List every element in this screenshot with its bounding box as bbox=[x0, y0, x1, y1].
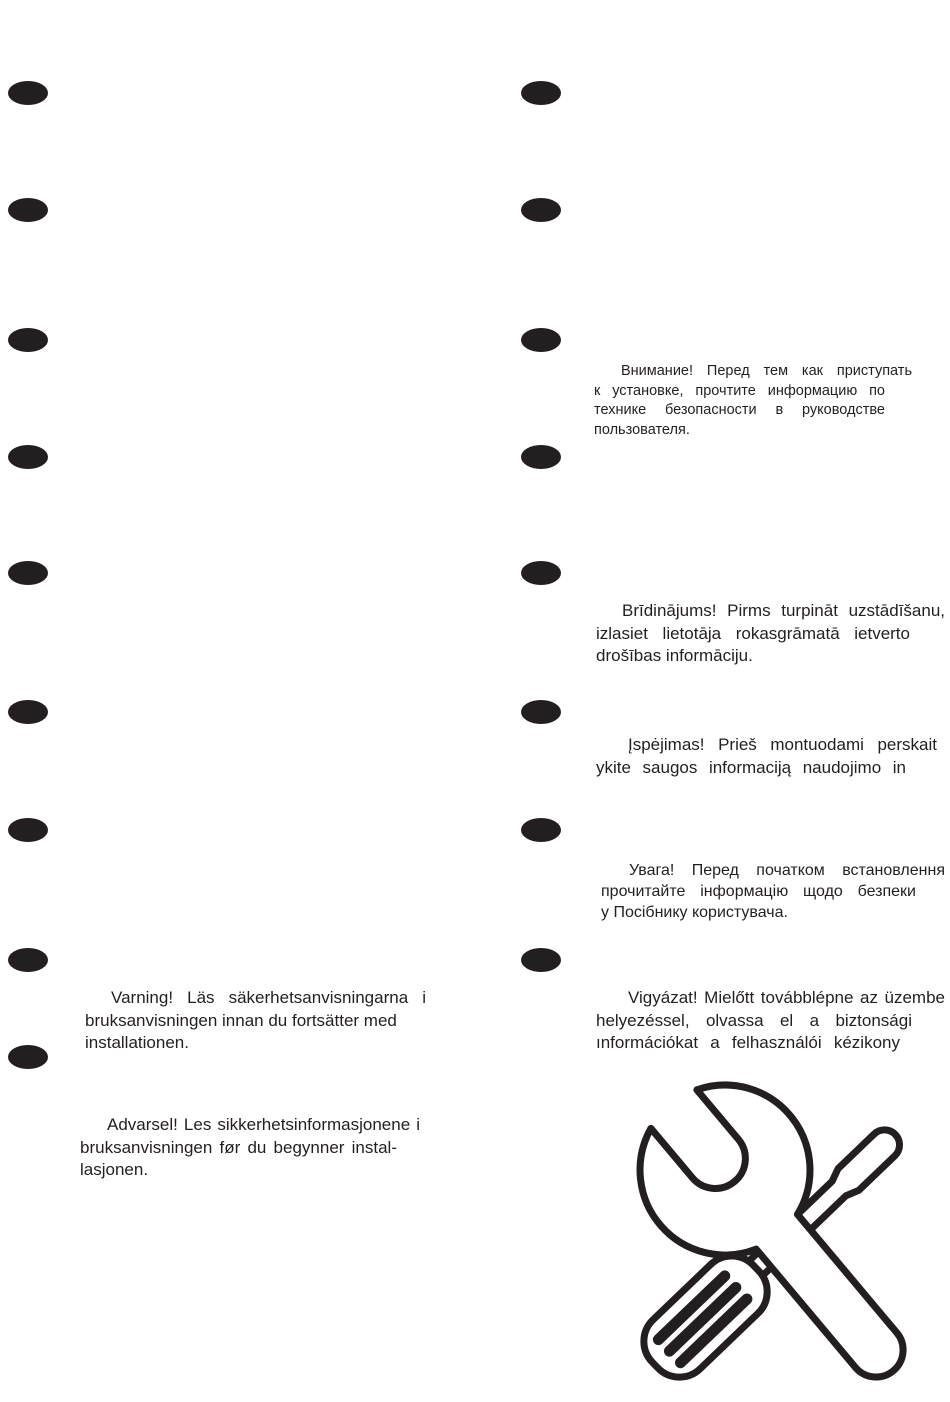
language-marker bbox=[521, 198, 561, 222]
language-marker bbox=[8, 818, 48, 842]
warning-line: у Посібнику користувача. bbox=[601, 903, 788, 921]
warning-line: Увага! Перед початком встановлення bbox=[629, 861, 945, 879]
warning-line: технике безопасности в руководстве bbox=[594, 402, 885, 418]
warning-line: Advarsel! Les sikkerhetsinformasjonene i bbox=[107, 1115, 420, 1134]
language-marker bbox=[521, 328, 561, 352]
warning-line: пользователя. bbox=[594, 421, 690, 438]
warning-line: к установке, прочтите информацию по bbox=[594, 382, 885, 399]
warning-line: bruksanvisningen før du begynner instal- bbox=[80, 1137, 397, 1157]
wrench-screwdriver-icon bbox=[615, 1075, 935, 1400]
language-marker bbox=[8, 198, 48, 222]
language-marker bbox=[8, 1045, 48, 1069]
warning-line: installationen. bbox=[85, 1033, 189, 1052]
language-marker bbox=[521, 445, 561, 469]
warning-line: drošības informāciju. bbox=[596, 646, 753, 665]
language-marker bbox=[8, 81, 48, 105]
warning-line: Внимание! Перед тем как приступать bbox=[621, 363, 912, 379]
warning-line: прочитайте інформацію щодо безпеки bbox=[601, 882, 916, 900]
language-marker bbox=[8, 700, 48, 724]
warning-line: Vigyázat! Mielőtt továbblépne az üzembe bbox=[628, 988, 945, 1007]
language-marker bbox=[521, 818, 561, 842]
warning-line: Įspėjimas! Prieš montuodami perskait bbox=[628, 735, 937, 754]
warning-line: lasjonen. bbox=[80, 1160, 149, 1179]
language-marker bbox=[521, 948, 561, 972]
language-marker bbox=[8, 328, 48, 352]
warning-line: Varning! Läs säkerhetsanvisningarna i bbox=[111, 988, 426, 1007]
warning-line: bruksanvisningen innan du fortsätter med bbox=[85, 1010, 397, 1030]
language-marker bbox=[8, 948, 48, 972]
warning-line: ınformációkat a felhasználói kézikony bbox=[596, 1033, 900, 1052]
language-marker bbox=[521, 561, 561, 585]
language-marker bbox=[8, 445, 48, 469]
language-marker bbox=[521, 81, 561, 105]
warning-line: helyezéssel, olvassa el a biztonsági bbox=[596, 1010, 912, 1030]
warning-line: izlasiet lietotāja rokasgrāmatā ietverto bbox=[596, 623, 910, 643]
language-marker bbox=[8, 561, 48, 585]
warning-line: Brīdinājums! Pirms turpināt uzstādīšanu, bbox=[622, 601, 945, 620]
warning-line: ykite saugos informaciją naudojimo in bbox=[596, 758, 906, 777]
language-marker bbox=[521, 700, 561, 724]
